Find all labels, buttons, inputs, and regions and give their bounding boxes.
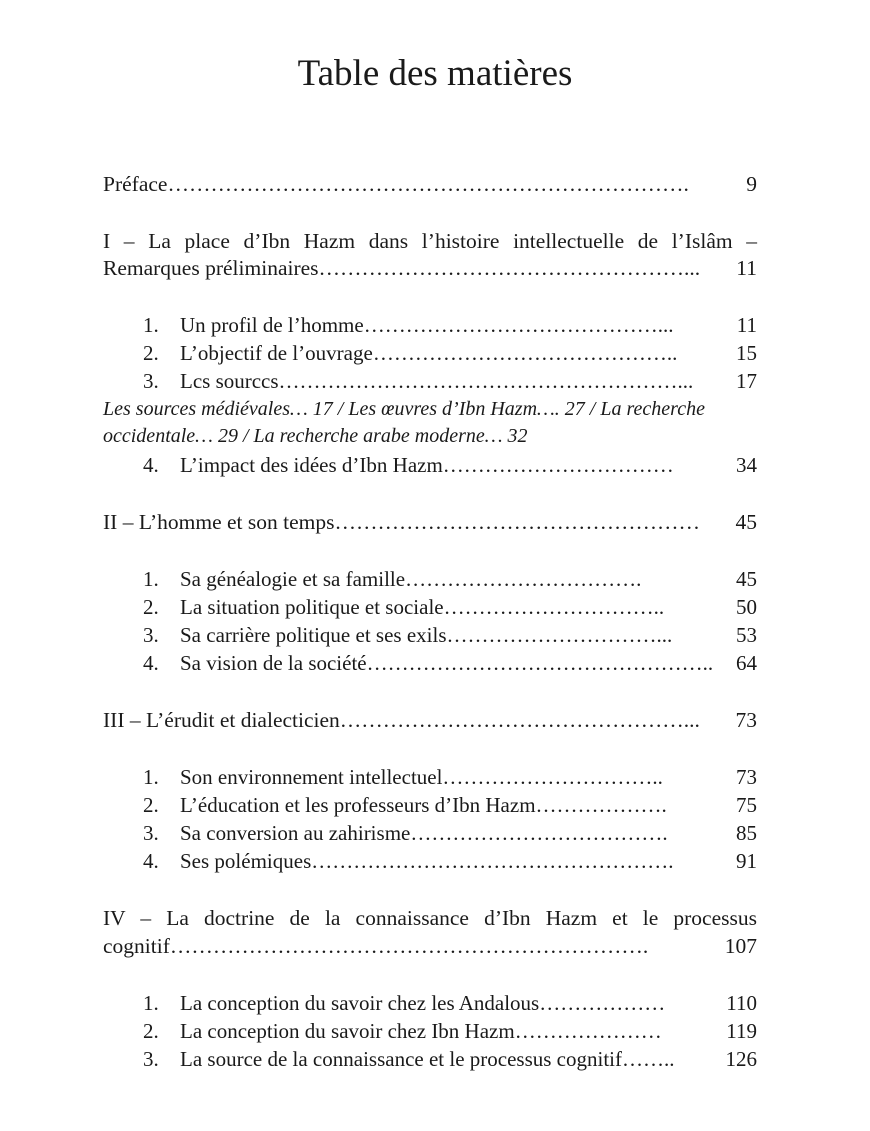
item-page: 34 (736, 453, 757, 477)
chapter-4-title-line1[interactable] (103, 904, 757, 932)
chapter-page: 73 (735, 708, 757, 732)
item-title: L’objectif de l’ouvrage…………………………………….. (180, 341, 678, 365)
chapter-title: II – L’homme et son temps…………………………………………… (103, 510, 700, 534)
item-number: 2. (143, 341, 159, 365)
item-page: 85 (736, 821, 757, 845)
item-page: 119 (726, 1019, 757, 1043)
item-page: 91 (736, 849, 757, 873)
item-number: 1. (143, 313, 159, 337)
item-number: 3. (143, 623, 159, 647)
item-title: L’impact des idées d’Ibn Hazm…………………………… (180, 453, 674, 477)
chapter-title: III – L’érudit et dialecticien…………………………………………... (103, 708, 700, 732)
item-number: 1. (143, 567, 159, 591)
page-title: Table des matières (297, 53, 573, 94)
item-page: 17 (736, 369, 757, 393)
subsources-line1: Les sources médiévales… 17 / Les œuvres d’Ibn Hazm…. 27 / La recherche (103, 398, 705, 420)
item-number: 1. (143, 991, 159, 1015)
item-number: 1. (143, 765, 159, 789)
item-page: 126 (725, 1047, 757, 1071)
item-title: La conception du savoir chez les Andalous……………… (180, 991, 666, 1015)
chapter-1-title-line1[interactable] (103, 227, 757, 255)
chapter-title: I – La place d’Ibn Hazm dans l’histoire intellectuelle de l’Islâm – (103, 229, 757, 253)
item-page: 11 (736, 313, 757, 337)
item-title: Lcs sourccs…………………………………………………... (180, 369, 694, 393)
item-title: Ses polémiques……………………………………………. (180, 849, 674, 873)
item-title: La situation politique et sociale………………………….. (180, 595, 665, 619)
entry-title: Préface………………………………………………………………. (103, 172, 689, 196)
item-number: 3. (143, 1047, 159, 1071)
item-number: 2. (143, 793, 159, 817)
chapter-page: 45 (735, 510, 757, 534)
item-title: Un profil de l’homme……………………………………... (180, 313, 674, 337)
item-number: 2. (143, 1019, 159, 1043)
item-number: 4. (143, 651, 159, 675)
item-number: 4. (143, 849, 159, 873)
item-title: Son environnement intellectuel………………………….. (180, 765, 663, 789)
item-page: 45 (736, 567, 757, 591)
chapter-page: 11 (736, 256, 757, 280)
item-title: Sa vision de la société………………………………………….. (180, 651, 714, 675)
item-number: 3. (143, 821, 159, 845)
chapter-title: Remarques préliminaires……………………………………………... (103, 256, 701, 280)
chapter-page: 107 (724, 934, 757, 958)
item-page: 73 (736, 765, 757, 789)
item-page: 15 (736, 341, 757, 365)
item-title: La conception du savoir chez Ibn Hazm………………… (180, 1019, 662, 1043)
item-page: 53 (736, 623, 757, 647)
item-page: 75 (736, 793, 757, 817)
subsources-line2: occidentale… 29 / La recherche arabe moderne… 32 (103, 425, 528, 447)
chapter-title: cognitif…………………………………………………………. (103, 934, 649, 958)
item-title: Sa généalogie et sa famille……………………………. (180, 567, 642, 591)
item-title: Sa carrière politique et ses exils…………………………... (180, 623, 673, 647)
item-title: Sa conversion au zahirisme………………………………. (180, 821, 668, 845)
item-title: La source de la connaissance et le processus cognitif…….. (180, 1047, 675, 1071)
chapter-title: IV – La doctrine de la connaissance d’Ibn Hazm et le processus (103, 906, 757, 930)
item-number: 4. (143, 453, 159, 477)
item-title: L’éducation et les professeurs d’Ibn Hazm………………. (180, 793, 667, 817)
entry-page: 9 (746, 172, 757, 196)
item-page: 50 (736, 595, 757, 619)
item-number: 2. (143, 595, 159, 619)
item-page: 110 (726, 991, 757, 1015)
item-page: 64 (736, 651, 757, 675)
item-number: 3. (143, 369, 159, 393)
